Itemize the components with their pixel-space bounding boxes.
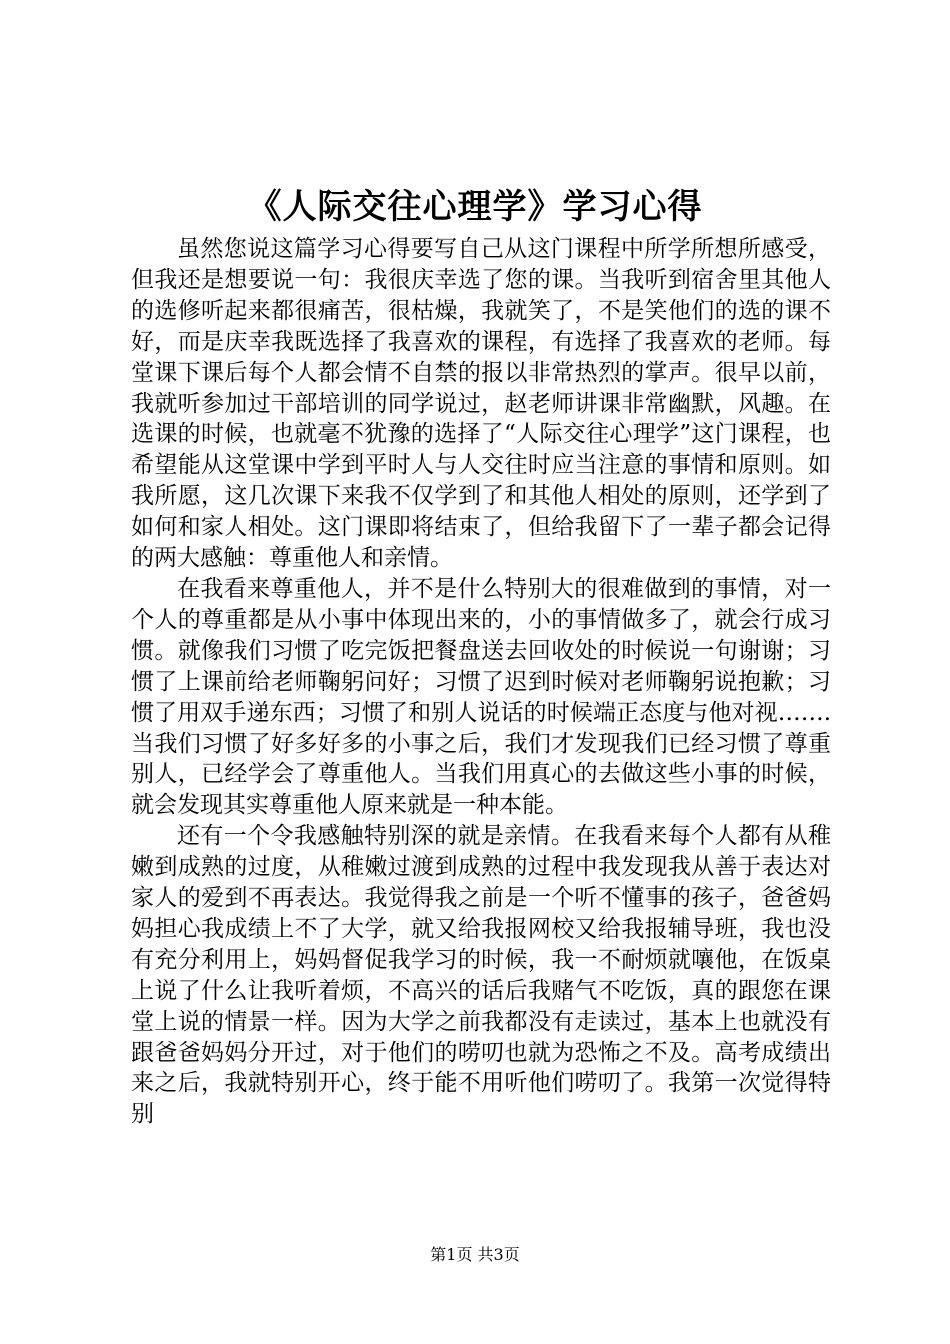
document-body [131,234,831,1130]
paragraph-1: 虽然您说这篇学习心得要写自己从这门课程中所学所想所感受，但我还是想要说一句：我很庆幸选了您的课。当我听到宿舍里其他人的选修听起来都很痛苦，很枯燥，我就笑了，不是笑他们的选的课不好，而是庆幸我既选择了我喜欢的课程，有选择了我喜欢的老师。每堂课下课后每个人都会情不自禁的报以非常热烈的掌声。很早以前，我就听参加过干部培训的同学说过，赵老师讲课非常幽默，风趣。在选课的时候，也就毫不犹豫的选择了“人际交往心理学”这门课程，也希望能从这堂课中学到平时人与人交往时应当注意的事情和原则。如我所愿，这几次课下来我不仅学到了和其他人相处的原则，还学到了如何和家人相处。这门课即将结束了，但给我留下了一辈子都会记得的两大感触：尊重他人和亲情。 [131,236,831,572]
paragraph-3: 还有一个令我感触特别深的就是亲情。在我看来每个人都有从稚嫩到成熟的过度，从稚嫩过渡到成熟的过程中我发现我从善于表达对家人的爱到不再表达。我觉得我之前是一个听不懂事的孩子，爸爸妈妈担心我成绩上不了大学，就又给我报网校又给我报辅导班，我也没有充分利用上，妈妈督促我学习的时候，我一不耐烦就嚷他，在饭桌上说了什么让我听着烦，不高兴的话后我赌气不吃饭，真的跟您在课堂上说的情景一样。因为大学之前我都没有走读过，基本上也就没有跟爸爸妈妈分开过，对于他们的唠叨也就为恐怖之不及。高考成绩出来之后，我就特别开心，终于能不用听他们唠叨了。我第一次觉得特别 [131,823,831,1128]
paragraph-2: 在我看来尊重他人，并不是什么特别大的很难做到的事情，对一个人的尊重都是从小事中体现出来的，小的事情做多了，就会行成习惯。就像我们习惯了吃完饭把餐盘送去回收处的时候说一句谢谢；习惯了上课前给老师鞠躬问好；习惯了迟到时候对老师鞠躬说抱歉；习惯了用双手递东西；习惯了和别人说话的时候端正态度与他对视…….当我们习惯了好多好多的小事之后，我们才发现我们已经习惯了尊重别人，已经学会了尊重他人。当我们用真心的去做这些小事的时候，就会发现其实尊重他人原来就是一种本能。 [131,575,831,819]
document-title: 《人际交往心理学》学习心得 [247,187,703,227]
page-footer: 第1页 共3页 [430,1245,520,1264]
